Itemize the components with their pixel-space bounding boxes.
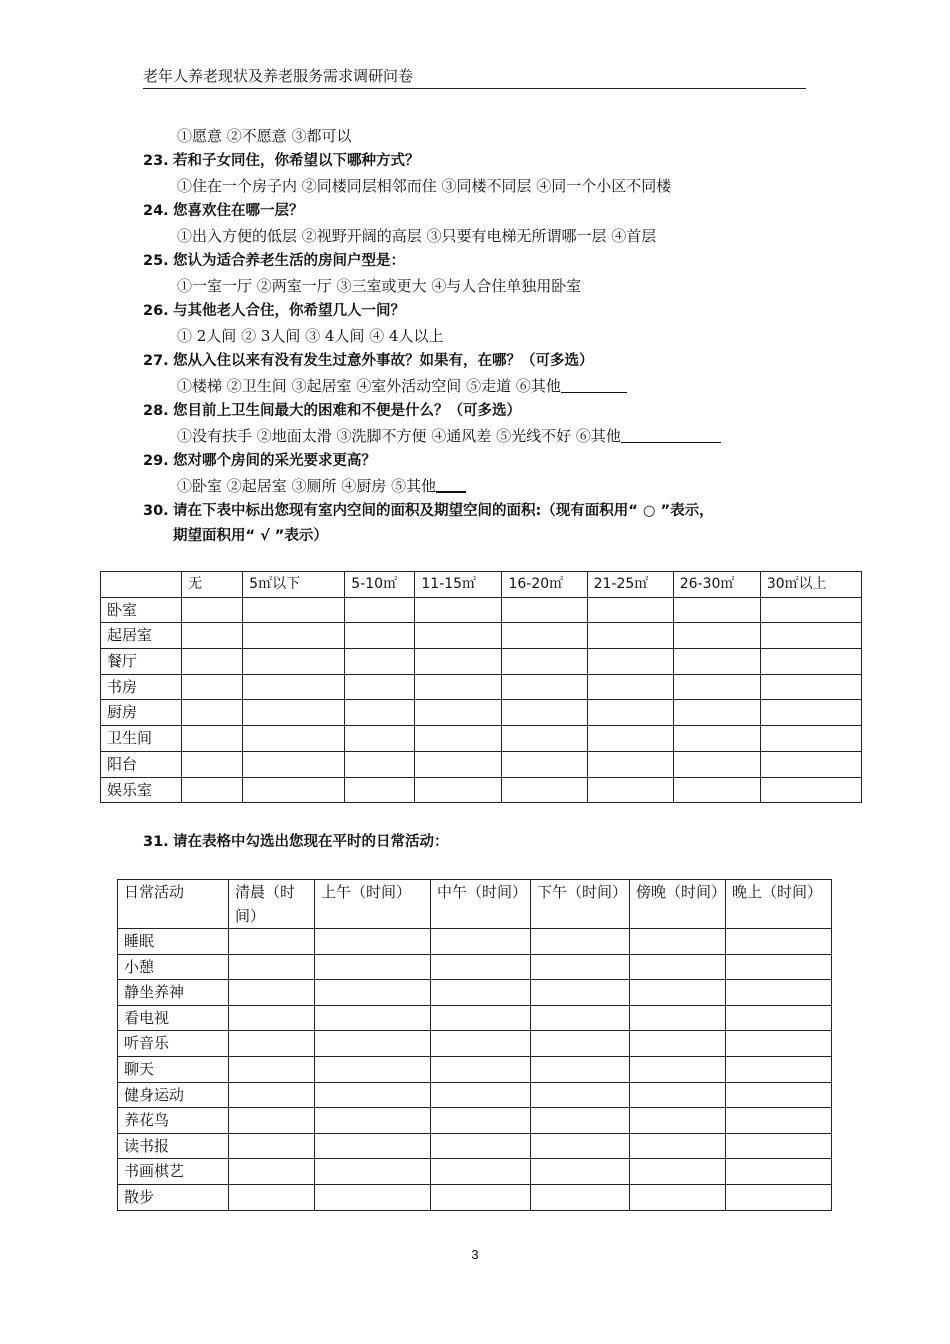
table-cell[interactable] (315, 1056, 431, 1082)
table-cell[interactable] (673, 751, 760, 777)
table-header-cell (101, 572, 182, 598)
table-row (118, 1056, 832, 1082)
other-blank[interactable] (561, 376, 627, 393)
table-cell[interactable] (229, 1031, 315, 1057)
table-cell[interactable] (345, 649, 415, 675)
table-cell[interactable] (315, 1108, 431, 1134)
room-label: 厨房 (101, 700, 182, 726)
table-header-cell: 下午（时间） (531, 880, 630, 929)
table-cell[interactable] (345, 726, 415, 752)
activity-label: 书画棋艺 (118, 1159, 229, 1185)
table-cell[interactable] (182, 726, 243, 752)
table-cell[interactable] (345, 597, 415, 623)
table-cell[interactable] (182, 700, 243, 726)
table-cell[interactable] (431, 1133, 531, 1159)
page-header (143, 66, 806, 89)
table-cell[interactable] (431, 1031, 531, 1057)
table-cell[interactable] (760, 674, 861, 700)
table-cell[interactable] (502, 674, 587, 700)
table-cell[interactable] (587, 674, 673, 700)
table-cell[interactable] (415, 674, 502, 700)
table-cell[interactable] (531, 1184, 630, 1210)
table-header-cell: 清晨（时间） (229, 880, 315, 929)
table-row (101, 674, 862, 700)
question-29: 29. 您对哪个房间的采光要求更高？ (143, 453, 376, 469)
table-row (118, 1133, 832, 1159)
other-blank[interactable] (621, 426, 721, 443)
table-cell[interactable] (587, 726, 673, 752)
question-28-options: ①没有扶手 ②地面太滑 ③洗脚不方便 ④通风差 ⑤光线不好 ⑥其他 (177, 427, 621, 445)
room-label: 书房 (101, 674, 182, 700)
table-cell[interactable] (431, 1056, 531, 1082)
table-cell[interactable] (229, 1056, 315, 1082)
question-27: 27. 您从入住以来有没有发生过意外事故？如果有，在哪？（可多选） (143, 353, 594, 369)
activity-label: 睡眠 (118, 929, 229, 955)
table-cell[interactable] (182, 649, 243, 675)
table-row (101, 597, 862, 623)
table-cell[interactable] (502, 649, 587, 675)
table-cell[interactable] (431, 1159, 531, 1185)
question-25: 25. 您认为适合养老生活的房间户型是： (143, 253, 405, 269)
question-23-options: ①住在一个房子内 ②同楼同层相邻而住 ③同楼不同层 ④同一个小区不同楼 (177, 177, 672, 195)
table-header-cell: 26-30㎡ (673, 572, 760, 598)
table-row (118, 954, 832, 980)
table-cell[interactable] (630, 1133, 726, 1159)
table-row (101, 777, 862, 803)
room-label: 娱乐室 (101, 777, 182, 803)
table-cell[interactable] (630, 1005, 726, 1031)
table-cell[interactable] (229, 1159, 315, 1185)
table-cell[interactable] (415, 597, 502, 623)
table-cell[interactable] (243, 674, 345, 700)
table-cell[interactable] (531, 1005, 630, 1031)
table-cell[interactable] (531, 1133, 630, 1159)
room-label: 卫生间 (101, 726, 182, 752)
table-row (101, 700, 862, 726)
table-cell[interactable] (760, 751, 861, 777)
table-cell[interactable] (726, 1005, 832, 1031)
question-25-options: ①一室一厅 ②两室一厅 ③三室或更大 ④与人合住单独用卧室 (177, 277, 582, 295)
table-cell[interactable] (531, 954, 630, 980)
table-row (118, 1082, 832, 1108)
table-cell[interactable] (630, 1031, 726, 1057)
table-cell[interactable] (726, 1031, 832, 1057)
table-header-cell: 21-25㎡ (587, 572, 673, 598)
table-cell[interactable] (502, 700, 587, 726)
table-cell[interactable] (587, 623, 673, 649)
table-cell[interactable] (431, 980, 531, 1006)
table-cell[interactable] (182, 623, 243, 649)
room-label: 起居室 (101, 623, 182, 649)
daily-activity-table (117, 879, 832, 1211)
activity-label: 静坐养神 (118, 980, 229, 1006)
table-cell[interactable] (587, 597, 673, 623)
table-header-cell: 5㎡以下 (243, 572, 345, 598)
table-cell[interactable] (431, 1082, 531, 1108)
table-cell[interactable] (726, 954, 832, 980)
table-cell[interactable] (760, 777, 861, 803)
question-29-options: ①卧室 ②起居室 ③厕所 ④厨房 ⑤其他 (177, 477, 437, 495)
table-cell[interactable] (315, 954, 431, 980)
question-27-options-row (143, 374, 823, 399)
table-row (101, 726, 862, 752)
table-cell[interactable] (630, 1056, 726, 1082)
table-cell[interactable] (673, 649, 760, 675)
table-cell[interactable] (630, 929, 726, 955)
question-24-options: ①出入方便的低层 ②视野开阔的高层 ③只要有电梯无所谓哪一层 ④首层 (177, 227, 657, 245)
table-cell[interactable] (243, 751, 345, 777)
table-cell[interactable] (315, 1005, 431, 1031)
table-cell[interactable] (229, 980, 315, 1006)
table-cell[interactable] (502, 726, 587, 752)
table-cell[interactable] (726, 1159, 832, 1185)
question-27-options: ①楼梯 ②卫生间 ③起居室 ④室外活动空间 ⑤走道 ⑥其他 (177, 377, 561, 395)
table-cell[interactable] (229, 1005, 315, 1031)
table-row (118, 1108, 832, 1134)
question-24: 24. 您喜欢住在哪一层？ (143, 203, 304, 219)
table-cell[interactable] (630, 1082, 726, 1108)
table-cell[interactable] (673, 700, 760, 726)
table-cell[interactable] (229, 954, 315, 980)
table-header-cell: 上午（时间） (315, 880, 431, 929)
question-26: 26. 与其他老人合住，你希望几人一间？ (143, 303, 405, 319)
table-cell[interactable] (630, 1184, 726, 1210)
table-header-row (118, 880, 832, 929)
table-header-row (101, 572, 862, 598)
table-cell[interactable] (673, 674, 760, 700)
table-row (118, 1031, 832, 1057)
table-cell[interactable] (345, 674, 415, 700)
table-cell[interactable] (243, 623, 345, 649)
table-row (118, 1159, 832, 1185)
room-label: 卧室 (101, 597, 182, 623)
table-cell[interactable] (315, 1184, 431, 1210)
table-cell[interactable] (229, 1082, 315, 1108)
question-23: 23. 若和子女同住，你希望以下哪种方式？ (143, 153, 420, 169)
table-cell[interactable] (531, 1056, 630, 1082)
table-cell[interactable] (315, 980, 431, 1006)
table-row (118, 1005, 832, 1031)
table-cell[interactable] (431, 929, 531, 955)
table-cell[interactable] (431, 1108, 531, 1134)
table-cell[interactable] (229, 1108, 315, 1134)
table-cell[interactable] (182, 751, 243, 777)
table-cell[interactable] (630, 980, 726, 1006)
activity-label: 聊天 (118, 1056, 229, 1082)
activity-label: 听音乐 (118, 1031, 229, 1057)
table-cell[interactable] (587, 649, 673, 675)
question-30-continued: 期望面积用“ √ ”表示） (173, 528, 328, 544)
activity-label: 看电视 (118, 1005, 229, 1031)
table-cell[interactable] (502, 597, 587, 623)
table-cell[interactable] (345, 700, 415, 726)
table-row (101, 623, 862, 649)
table-cell[interactable] (531, 1159, 630, 1185)
room-area-table (100, 571, 862, 803)
table-cell[interactable] (243, 597, 345, 623)
header-title: 老年人养老现状及养老服务需求调研问卷 (143, 67, 414, 85)
table-header-cell: 5-10㎡ (345, 572, 415, 598)
table-cell[interactable] (531, 1108, 630, 1134)
table-cell[interactable] (182, 597, 243, 623)
table-cell[interactable] (630, 1108, 726, 1134)
questionnaire-body (143, 124, 823, 549)
table-header-cell: 30㎡以上 (760, 572, 861, 598)
table-cell[interactable] (673, 726, 760, 752)
table-header-cell: 11-15㎡ (415, 572, 502, 598)
table-cell[interactable] (531, 1031, 630, 1057)
table-cell[interactable] (229, 1184, 315, 1210)
table-cell[interactable] (726, 1184, 832, 1210)
table-cell[interactable] (502, 751, 587, 777)
table-cell[interactable] (760, 623, 861, 649)
question-28-options-row (143, 424, 823, 449)
table-cell[interactable] (531, 980, 630, 1006)
table-cell[interactable] (673, 777, 760, 803)
table-cell[interactable] (415, 623, 502, 649)
table-cell[interactable] (415, 777, 502, 803)
table-cell[interactable] (630, 1159, 726, 1185)
activity-label: 健身运动 (118, 1082, 229, 1108)
table-cell[interactable] (182, 674, 243, 700)
other-blank[interactable] (436, 475, 466, 493)
page-number: 3 (471, 1247, 479, 1262)
table-cell[interactable] (315, 1133, 431, 1159)
table-cell[interactable] (431, 1005, 531, 1031)
question-30: 30. 请在下表中标出您现有室内空间的面积及期望空间的面积:（现有面积用“ ○ ”表示， (143, 503, 714, 519)
table-cell[interactable] (726, 1056, 832, 1082)
table-header-cell: 晚上（时间） (726, 880, 832, 929)
table-cell[interactable] (531, 1082, 630, 1108)
table-cell[interactable] (415, 649, 502, 675)
table-row (118, 980, 832, 1006)
table-cell[interactable] (760, 726, 861, 752)
table-cell[interactable] (673, 623, 760, 649)
room-label: 阳台 (101, 751, 182, 777)
table-cell[interactable] (415, 726, 502, 752)
table-cell[interactable] (673, 597, 760, 623)
table-cell[interactable] (502, 777, 587, 803)
table-cell[interactable] (726, 1133, 832, 1159)
question-29-options-row (143, 474, 823, 499)
activity-label: 散步 (118, 1184, 229, 1210)
table-cell[interactable] (345, 623, 415, 649)
table-cell[interactable] (229, 929, 315, 955)
table-cell[interactable] (726, 980, 832, 1006)
table-cell[interactable] (182, 777, 243, 803)
table-cell[interactable] (726, 1082, 832, 1108)
question-26-options: ① 2人间 ② 3人间 ③ 4人间 ④ 4人以上 (177, 327, 444, 345)
table-cell[interactable] (345, 777, 415, 803)
room-label: 餐厅 (101, 649, 182, 675)
table-cell[interactable] (502, 623, 587, 649)
table-cell[interactable] (243, 649, 345, 675)
table-cell[interactable] (229, 1133, 315, 1159)
table-cell[interactable] (726, 1108, 832, 1134)
table-cell[interactable] (531, 929, 630, 955)
table-header-cell: 傍晚（时间） (630, 880, 726, 929)
table-header-cell: 无 (182, 572, 243, 598)
table-cell[interactable] (587, 777, 673, 803)
table-cell[interactable] (415, 751, 502, 777)
table-cell[interactable] (431, 954, 531, 980)
table-header-cell: 日常活动 (118, 880, 229, 929)
prev-question-options: ①愿意 ②不愿意 ③都可以 (177, 127, 352, 145)
table-row (101, 751, 862, 777)
table-cell[interactable] (345, 751, 415, 777)
activity-label: 小憩 (118, 954, 229, 980)
table-row (118, 1184, 832, 1210)
table-cell[interactable] (760, 649, 861, 675)
table-cell[interactable] (315, 1031, 431, 1057)
table-cell[interactable] (760, 597, 861, 623)
table-cell[interactable] (315, 929, 431, 955)
table-cell[interactable] (587, 751, 673, 777)
table-header-cell: 16-20㎡ (502, 572, 587, 598)
table-cell[interactable] (431, 1184, 531, 1210)
question-31: 31. 请在表格中勾选出您现在平时的日常活动： (143, 834, 449, 850)
table-cell[interactable] (587, 700, 673, 726)
table-header-cell: 中午（时间） (431, 880, 531, 929)
activity-label: 读书报 (118, 1133, 229, 1159)
table-cell[interactable] (243, 726, 345, 752)
table-row (101, 649, 862, 675)
table-cell[interactable] (243, 700, 345, 726)
table-cell[interactable] (726, 929, 832, 955)
table-cell[interactable] (315, 1082, 431, 1108)
activity-label: 养花鸟 (118, 1108, 229, 1134)
question-28: 28. 您目前上卫生间最大的困难和不便是什么？（可多选） (143, 403, 521, 419)
table-cell[interactable] (630, 954, 726, 980)
table-row (118, 929, 832, 955)
table-cell[interactable] (760, 700, 861, 726)
table-cell[interactable] (415, 700, 502, 726)
table-cell[interactable] (243, 777, 345, 803)
table-cell[interactable] (315, 1159, 431, 1185)
